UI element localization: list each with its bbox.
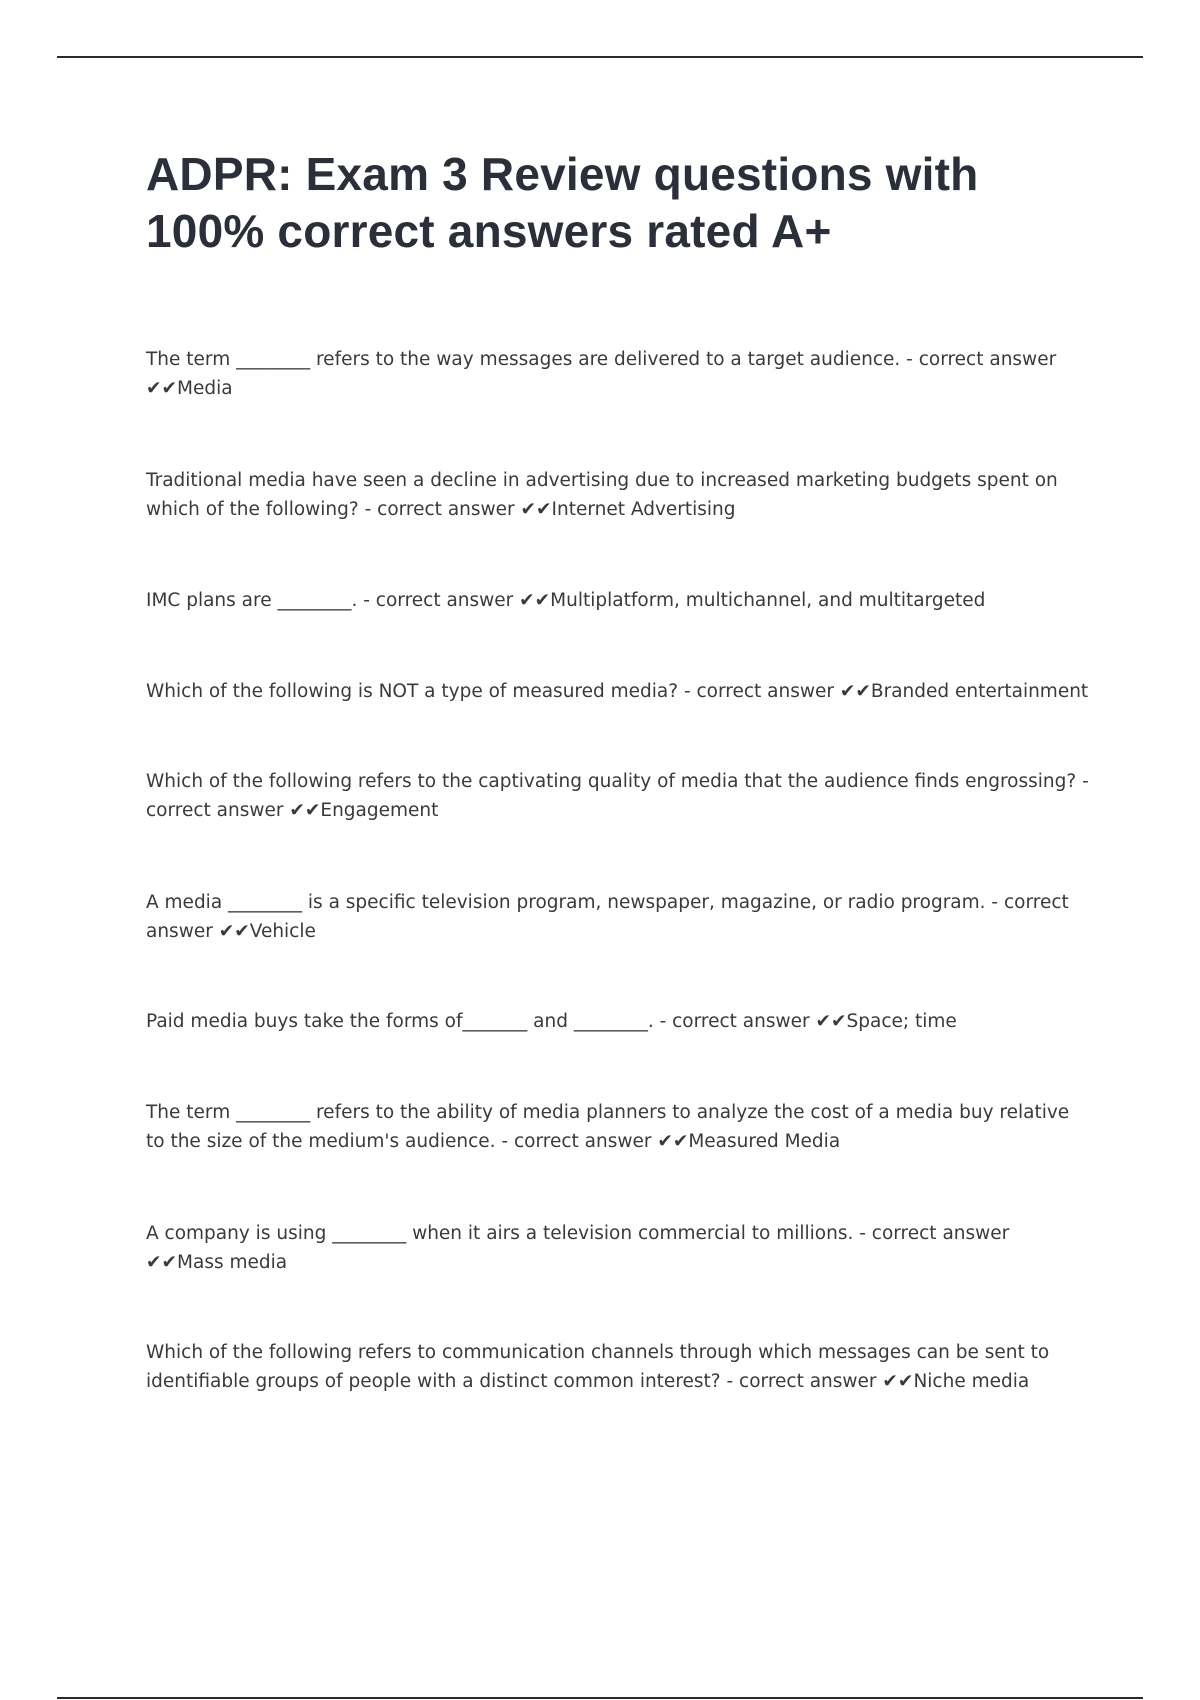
bottom-rule [57,1697,1143,1699]
check-mark-icon: ✔✔ [519,590,551,611]
check-mark-icon: ✔✔ [882,1370,914,1392]
qa-item [146,467,1091,524]
answer-text: Engagement [320,799,439,821]
answer-separator: - correct answer [495,1130,658,1152]
question-text: IMC plans are ________. [146,590,358,611]
qa-item [146,1099,1091,1156]
question-text: The term ________ refers to the ability of media planners to analyze the cost of a media buy relative to the size of the medium's audience. [146,1102,1070,1152]
top-rule [57,56,1143,58]
question-text: Which of the following is NOT a type of measured media? [146,681,679,702]
qa-item [146,1220,1091,1277]
check-mark-icon: ✔✔ [815,1011,847,1032]
question-text: The term ________ refers to the way messages are delivered to a target audience. [146,349,901,370]
qa-item [146,768,1091,825]
qa-item [146,889,1091,946]
question-text: Paid media buys take the forms of_______ and ________. [146,1011,654,1032]
answer-text: Internet Advertising [551,498,736,520]
document-title: ADPR: Exam 3 Review questions with 100% correct answers rated A+ [146,148,979,257]
qa-item [146,678,1091,707]
question-text: Which of the following refers to the captivating quality of media that the audience finds engrossing? [146,771,1077,792]
answer-text: Vehicle [249,920,316,942]
answer-separator: - correct answer [853,1223,1010,1244]
question-text: A company is using ________ when it airs a television commercial to millions. [146,1223,854,1244]
check-mark-icon: ✔✔ [657,1130,689,1152]
qa-item [146,587,1091,616]
answer-text: Measured Media [688,1130,841,1152]
answer-separator: - correct answer [358,498,521,520]
check-mark-icon: ✔✔ [289,799,321,821]
check-mark-icon: ✔✔ [839,681,871,702]
answer-text: Space; time [846,1011,957,1032]
check-mark-icon: ✔✔ [520,498,552,520]
answer-separator: - correct answer [720,1370,883,1392]
question-text: A media ________ is a specific television program, newspaper, magazine, or radio program. [146,892,986,913]
answer-text: Multiplatform, multichannel, and multitargeted [550,590,986,611]
answer-separator: - correct answer [900,349,1057,370]
answer-text: Niche media [913,1370,1030,1392]
answer-text: Media [177,377,233,399]
check-mark-icon: ✔✔ [146,377,178,399]
answer-separator: - correct answer [146,892,1069,942]
answer-separator: - correct answer [653,1011,816,1032]
question-text: Which of the following refers to communication channels through which messages can be sent to identifiable groups of people with a distinct common interest? [146,1342,1050,1392]
answer-separator: - correct answer [678,681,840,702]
answer-text: Mass media [177,1251,288,1273]
check-mark-icon: ✔✔ [146,1251,178,1273]
answer-text: Branded entertainment [870,681,1089,702]
qa-item [146,1008,1091,1037]
qa-item [146,346,1091,403]
question-text: Traditional media have seen a decline in advertising due to increased marketing budgets spent on which of the following? [146,470,1058,520]
check-mark-icon: ✔✔ [218,920,250,942]
qa-item [146,1339,1091,1396]
answer-separator: - correct answer [146,771,1089,821]
answer-separator: - correct answer [357,590,520,611]
